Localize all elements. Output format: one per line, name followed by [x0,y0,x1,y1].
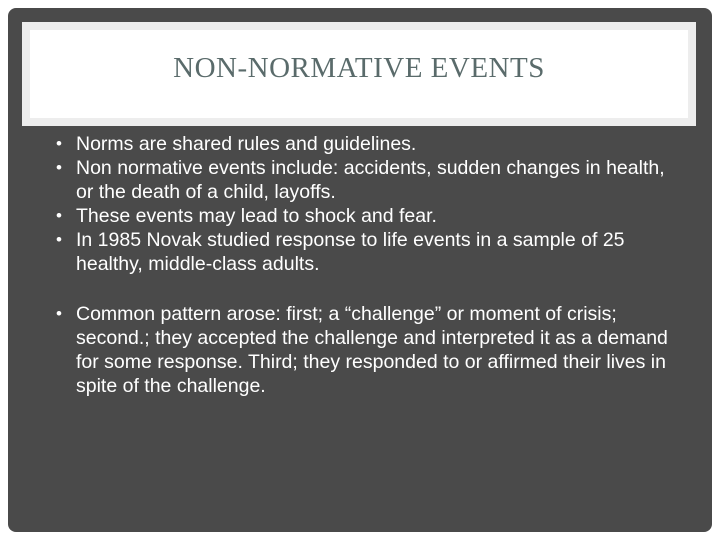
bullet-item-common-pattern: • Common pattern arose: first; a “challenge” or moment of crisis; second.; they accepted the challenge and interpreted it as a demand for some response. Third; they responded to or affirmed their lives in spite of the challenge. [52,302,682,398]
bullet-item-norms: • Norms are shared rules and guidelines. [52,132,682,156]
bullet-item-non-normative-events: • Non normative events include: accidents, sudden changes in health, or the death of a child, layoffs. [52,156,682,204]
bullet-list [52,132,682,398]
bullet-item-shock-fear: • These events may lead to shock and fear. [52,204,682,228]
title-inner [30,30,688,118]
title-box [22,22,696,126]
slide-title: NON-NORMATIVE EVENTS [173,51,545,84]
slide-content [52,132,682,398]
slide [8,8,712,532]
bullet-item-novak-study: • In 1985 Novak studied response to life events in a sample of 25 healthy, middle-class adults. [52,228,682,276]
